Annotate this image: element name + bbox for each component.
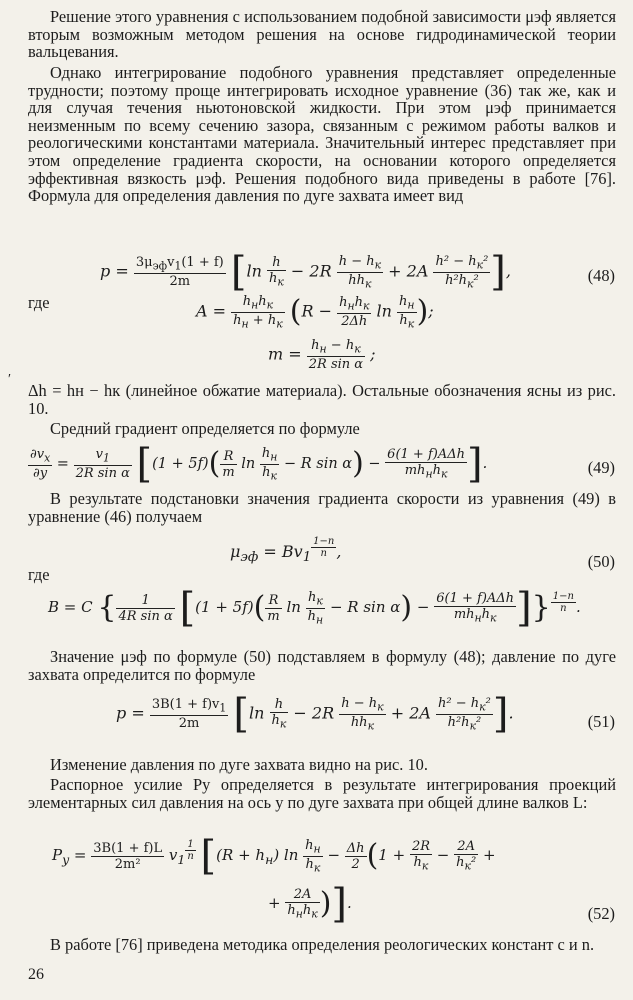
equation-a: A = $\frac{h_нh_к}{h_н + h_к}$ (R − $\frac{h_нh_к}{2\Delta h}$ ln $\frac{h_н}{h_к}$ ); (196, 294, 434, 331)
equation-49: $\frac{\partial v_x}{\partial y}$ = $\frac{v_1}{\text{2R sin α}}$ [(1 + 5f)( $\frac{R}{m}$ ln $\frac{h_н}{h_к}$ − R sin α) − $\frac{\text{6(1 + f)AΔh}}{mh_нh_к}$ ]. (30, 441, 488, 487)
paragraph-2: Однако интегрирование подобного уравнения представляет определенные трудности; поэтому проще интегрировать исходное уравнение (36) так же, как и для случая течения ньютоновской жидкости. При этом μэф принимается неизменным по всему сечению зазора, связанным с режимом работы валков и реологическими константами материала. Значительный интерес представляет при этом определение градиента скорости, на основании которого определяется эффективная вязкость μэф. Решения подобного вида приведены в работе [76]. Формула для определения давления по дуге захвата имеет вид (28, 63, 616, 206)
equation-48-number: (48) (587, 266, 615, 285)
paragraph-9: В работе [76] приведена методика определения реологических констант c и n. (50, 935, 595, 954)
paragraph-7: Изменение давления по дуге захвата видно на рис. 10. (50, 755, 428, 774)
where-label-2: где (28, 565, 50, 584)
equation-49-number: (49) (587, 458, 615, 477)
equation-m: m = $\frac{h_н - h_к}{\text{2R sin α}}$ ; (268, 338, 376, 372)
equation-50: $\mu_{эф} = Bv_1$ $^{\frac{1-n}{n}}$ , (230, 536, 342, 566)
paragraph-6: Значение μэф по формуле (50) подставляем в формулу (48); давление по дуге захвата определится по формуле (28, 647, 616, 684)
equation-50-number: (50) (587, 552, 615, 571)
paragraph-8: Распорное усилие Py определяется в результате интегрирования проекций элементарных сил давления на ось y по дуге захвата при общей длине валков L: (28, 775, 616, 812)
paragraph-4: Средний градиент определяется по формуле (50, 419, 360, 438)
page-number: 26 (28, 966, 44, 983)
paragraph-3: Δh = hн − hк (линейное обжатие материала). Остальные обозначения ясны из рис. 10. (28, 381, 616, 418)
equation-51-number: (51) (587, 712, 615, 731)
equation-b: B = C { $\frac{1}{\text{4R sin α}}$ [(1 + 5f)( $\frac{R}{m}$ ln $\frac{h_к}{h_н}$ − R sin α) − $\frac{\text{6(1 + f)AΔh}}{mh_нh_к}$ ]} $^{\frac{1-n}{n}}$ . (48, 585, 581, 631)
equation-51: p = $\frac{3B(1 + f)v_1}{2m}$ [ln $\frac{h}{h_к}$ − 2R $\frac{h - h_к}{hh_к}$ + 2A $\frac{h^2 - h_к^2}{h^2h_к^2}$ ]. (116, 691, 514, 737)
equation-52-continued: + $\frac{2A}{h_нh_к}$ )]. (268, 881, 352, 927)
margin-mark: ′ (8, 372, 12, 387)
equation-52-number: (52) (587, 904, 615, 923)
equation-48: p = $\frac{3\mu_{эф}v_1(1 + f)}{2m}$ [ln $\frac{h}{h_к}$ − 2R $\frac{h - h_к}{hh_к}$ + 2A $\frac{h^2 - h_к^2}{h^2h_к^2}$ ], (100, 249, 511, 295)
paragraph-1: Решение этого уравнения с использованием подобной зависимости μэф является вторым возможным методом решения на основе гидродинамической теории вальцевания. (28, 7, 616, 62)
where-label-1: где (28, 293, 50, 312)
paragraph-5: В результате подстановки значения градиента скорости из уравнения (49) в уравнение (46) получаем (28, 489, 616, 526)
equation-52: $P_y$ = $\frac{3B(1 + f)L}{\text{2m²}}$ $v_1$ $^{\frac{1}{n}}$ [$(R + h_н)$ ln $\frac{h_н}{h_к}$ − $\frac{\Delta h}{2}$ (1 + $\frac{2R}{h_к}$ − $\frac{2A}{h_к^2}$ + (52, 833, 496, 879)
